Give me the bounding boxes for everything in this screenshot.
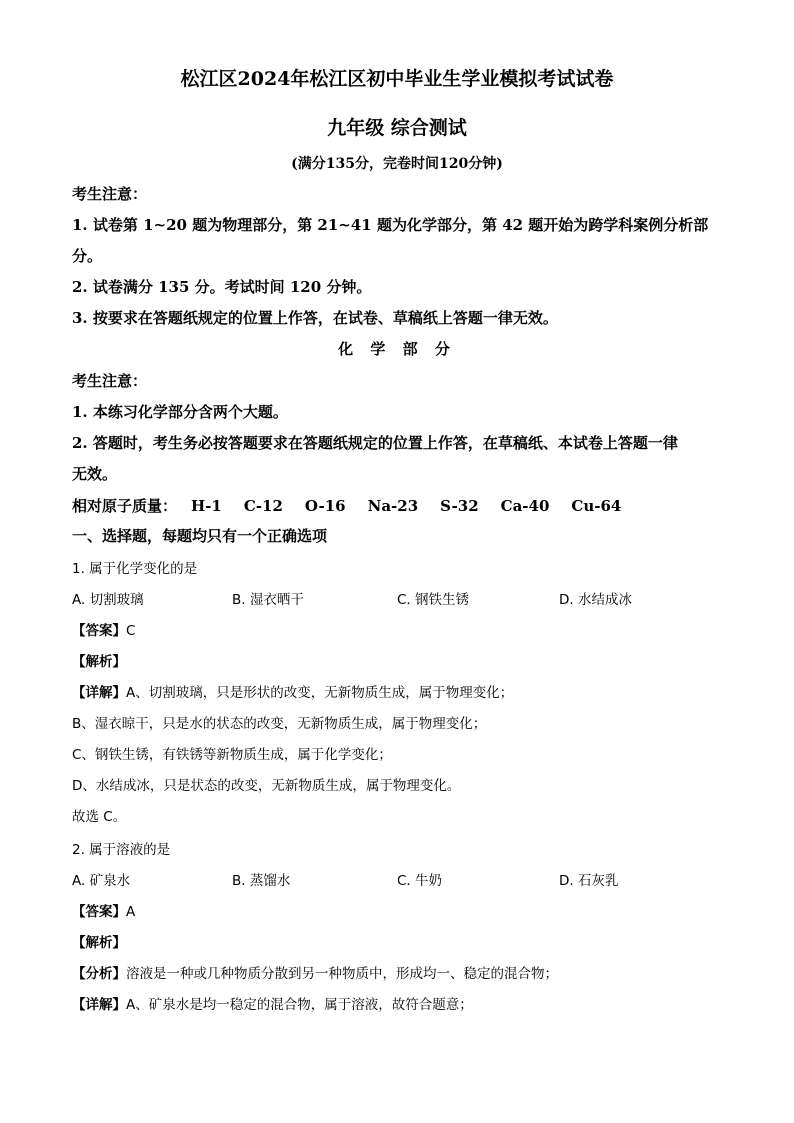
option-c: C. 牛奶 [397,873,443,889]
atomic-mass-item: C-12 [243,497,283,515]
question-1-analysis-tag [72,650,126,670]
atomic-mass-item: O-16 [304,497,346,515]
question-1-conclusion: 故选 C。 [72,809,127,825]
question-1-detail-line [72,681,513,701]
answer-value: C [126,623,136,639]
answer-tag: 【答案】 [72,904,126,920]
score-info: (满分135分，完卷时间120分钟) [291,156,503,172]
detail-tag: 【详解】 [72,685,126,701]
fenxi-text: 溶液是一种或几种物质分散到另一种物质中，形成均一、稳定的混合物； [126,966,558,982]
option-c: C. 钢铁生锈 [397,592,470,608]
question-1-answer [72,619,135,639]
question-2-detail [72,993,473,1013]
chem-notice-heading: 考生注意： [72,372,148,390]
chem-notice-item-2-cont: 无效。 [72,465,118,483]
atomic-mass-item: H-1 [191,497,222,515]
fenxi-tag: 【分析】 [72,966,126,982]
atomic-mass-item: S-32 [440,497,479,515]
option-d: D. 石灰乳 [559,873,619,889]
analysis-tag: 【解析】 [72,654,126,670]
chem-notice-item-1: 1. 本练习化学部分含两个大题。 [72,403,288,421]
section-title: 化 学 部 分 [338,340,456,358]
atomic-mass-item: Na-23 [367,497,419,515]
atomic-mass-item: Ca-40 [500,497,550,515]
detail-text: A、切割玻璃，只是形状的改变，无新物质生成，属于物理变化； [126,685,514,701]
exam-title: 松江区2024年松江区初中毕业生学业模拟考试试卷 [180,68,614,90]
notice-heading: 考生注意： [72,185,148,203]
atomic-mass-item: Cu-64 [571,497,622,515]
exam-subtitle: 九年级 综合测试 [327,117,467,139]
detail-text: A、矿泉水是均一稳定的混合物，属于溶液，故符合题意； [126,997,473,1013]
atomic-mass-label: 相对原子质量： [72,497,178,515]
question-2-analysis-tag [72,931,126,951]
question-1-options [72,588,722,608]
option-d: D. 水结成冰 [559,592,632,608]
question-1-detail-line: D、水结成冰，只是状态的改变，无新物质生成，属于物理变化。 [72,778,461,794]
answer-tag: 【答案】 [72,623,126,639]
detail-tag: 【详解】 [72,997,126,1013]
answer-value: A [126,904,136,920]
part-heading: 一、选择题，每题均只有一个正确选项 [72,527,328,545]
question-2-stem: 2. 属于溶液的是 [72,842,171,858]
question-2-options [72,869,722,889]
question-2-fenxi [72,962,558,982]
notice-item-2: 2. 试卷满分 135 分。考试时间 120 分钟。 [72,278,372,296]
option-a: A. 切割玻璃 [72,592,144,608]
analysis-tag: 【解析】 [72,935,126,951]
option-b: B. 湿衣晒干 [232,592,304,608]
atomic-mass-row [72,495,643,516]
question-2-answer [72,900,135,920]
option-a: A. 矿泉水 [72,873,131,889]
question-1-stem: 1. 属于化学变化的是 [72,561,198,577]
notice-item-1: 1. 试卷第 1~20 题为物理部分，第 21~41 题为化学部分，第 42 题开始为跨学科案例分析部 [72,216,709,234]
chem-notice-item-2: 2. 答题时，考生务必按答题要求在答题纸规定的位置上作答，在草稿纸、本试卷上答题一律 [72,434,678,452]
option-b: B. 蒸馏水 [232,873,291,889]
notice-item-1-cont: 分。 [72,247,103,265]
question-1-detail-line: C、钢铁生锈，有铁锈等新物质生成，属于化学变化； [72,747,392,763]
notice-item-3: 3. 按要求在答题纸规定的位置上作答，在试卷、草稿纸上答题一律无效。 [72,309,558,327]
question-1-detail-line: B、湿衣晾干，只是水的状态的改变，无新物质生成，属于物理变化； [72,716,487,732]
